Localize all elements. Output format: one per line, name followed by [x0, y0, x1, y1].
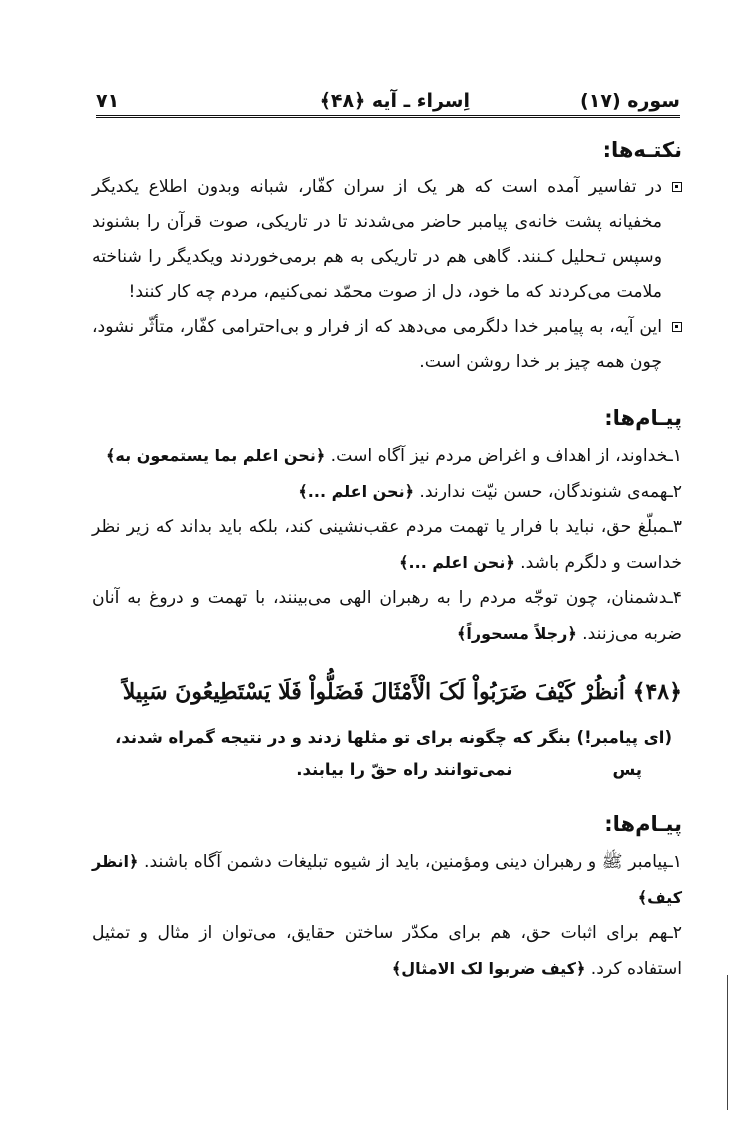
messages-heading: پیـام‌ها:	[604, 812, 682, 836]
item-text: هم برای اثبات حق، هم برای مکدّر ساختن حقایق، می‌توان از مثال و تمثیل استفاده کرد.	[92, 923, 682, 979]
note-bullet-2	[92, 310, 682, 380]
item-number: ۲ـ	[667, 923, 682, 943]
quran-quote: ﴿نحن اعلم ...﴾	[399, 553, 515, 572]
quran-quote: ﴿نحن اعلم بما یستمعون به﴾	[106, 446, 326, 465]
message-item	[92, 474, 682, 510]
item-text: خداوند، از اهداف و اغراض مردم نیز آگاه است.	[325, 446, 668, 466]
translation-word: پس	[612, 760, 642, 779]
quran-quote: ﴿کیف ضربوا لک الامثال﴾	[391, 959, 586, 978]
item-text: دشمنان، چون توجّه مردم را به رهبران الهی می‌بینند، با تهمت و دروغ به آنان ضربه می‌زنند.	[92, 588, 682, 644]
item-text: همه‌ی شنوندگان، حسن نیّت ندارند.	[413, 482, 668, 502]
quran-verse: ﴿۴۸﴾ اُنظُرْ کَیْفَ ضَرَبُواْ لَکَ الْأَمْثَالَ فَضَلُّواْ فَلَا یَسْتَطِیعُونَ سَبِیلاً	[122, 679, 682, 705]
page-body	[92, 134, 682, 987]
page-edge-line	[727, 975, 728, 1110]
page-header	[96, 88, 680, 118]
page-number: ۷۱	[96, 90, 120, 112]
verse-translation-cont	[92, 754, 682, 786]
translation-word: نمی‌توانند راه حقّ را بیابند.	[296, 760, 513, 779]
message-item	[92, 438, 682, 474]
quran-quote: ﴿رجلاً مسحوراً﴾	[457, 624, 577, 643]
quran-quote: ﴿انظر کیف﴾	[92, 852, 682, 907]
item-number: ۱ـ	[667, 446, 682, 466]
message-item	[92, 844, 682, 916]
message-item	[92, 510, 682, 581]
note-bullet-1	[92, 170, 682, 310]
quran-quote: ﴿نحن اعلم ...﴾	[298, 482, 414, 501]
verse-translation: (ای پیامبر!) بنگر که چگونه برای تو مثلها زدند و در نتیجه گمراه شدند،	[115, 728, 672, 747]
header-title: اِسراء ـ آیه ﴿۴۸﴾	[319, 90, 470, 112]
item-text: مبلّغ حق، نباید با فرار یا تهمت مردم عقب‌نشینی کند، بلکه باید بداند که زیر نظر خداست و دلگرم باشد.	[92, 517, 682, 573]
surah-label: سوره (۱۷)	[580, 90, 680, 112]
notes-heading: نکتـه‌ها:	[602, 138, 682, 162]
square-bullet-icon	[672, 322, 682, 332]
message-item	[92, 581, 682, 652]
item-number: ۳ـ	[667, 517, 682, 537]
item-number: ۲ـ	[667, 482, 682, 502]
item-text: پیامبر ﷺ و رهبران دینی ومؤمنین، باید از شیوه تبلیغات دشمن آگاه باشند.	[138, 852, 668, 872]
note-text: این آیه، به پیامبر خدا دلگرمی می‌دهد که از فرار و بی‌احترامی کفّار، متأثّر نشود، چون همه چیز بر خدا روشن است.	[92, 317, 662, 372]
item-number: ۱ـ	[667, 852, 682, 872]
note-text: در تفاسیر آمده است که هر یک از سران کفّار، شبانه وبدون اطلاع یکدیگر مخفیانه پشت خانه‌ی پیامبر حاضر می‌شدند تا در تاریکی، صوت قرآن را بشنوند وسپس تـحلیل کـنند. گاهی هم در تاریکی به هم برمی‌خوردند ویکدیگر را شناخته ملامت می‌کردند که ما خود، دل از صوت محمّد نمی‌کنیم، مردم چه کار کنند!	[92, 177, 662, 302]
messages-heading: پیـام‌ها:	[604, 406, 682, 430]
message-item	[92, 916, 682, 987]
square-bullet-icon	[672, 182, 682, 192]
item-number: ۴ـ	[667, 588, 682, 608]
